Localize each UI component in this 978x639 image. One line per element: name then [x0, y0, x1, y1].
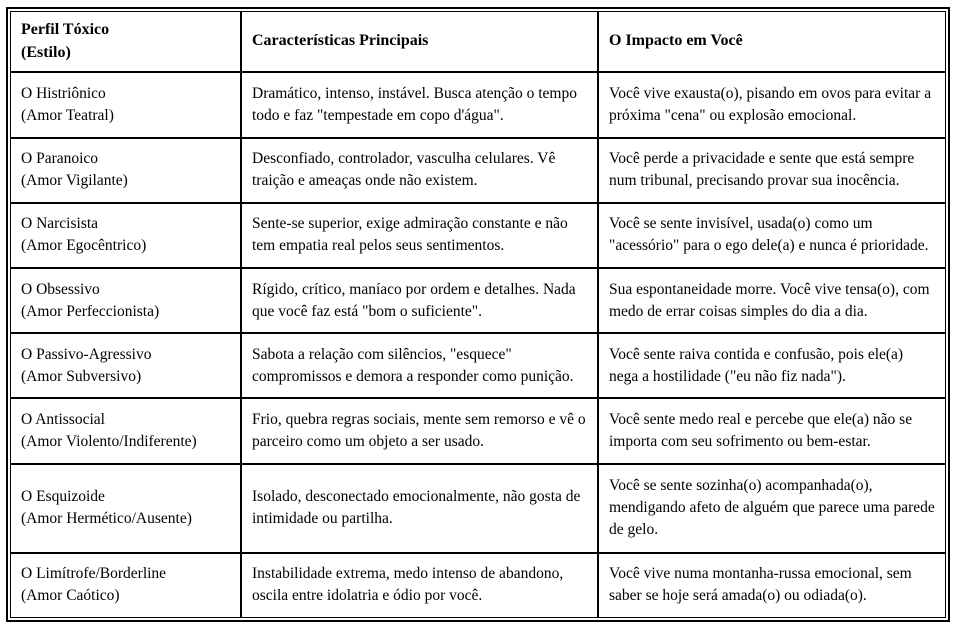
column-header-impact-line1: O Impacto em Você	[609, 32, 743, 50]
cell-profile	[10, 553, 241, 618]
table-row	[10, 333, 946, 398]
cell-profile	[10, 398, 241, 463]
cell-characteristics: Sente-se superior, exige admiração constante e não tem empatia real pelos seus sentimentos.	[241, 203, 598, 268]
cell-characteristics: Rígido, crítico, maníaco por ordem e detalhes. Nada que você faz está "bom o suficiente".	[241, 268, 598, 333]
cell-profile	[10, 333, 241, 398]
profile-name: O Passivo-Agressivo	[21, 345, 152, 363]
column-header-profile	[10, 11, 241, 72]
cell-characteristics: Instabilidade extrema, medo intenso de abandono, oscila entre idolatria e ódio por você.	[241, 553, 598, 618]
table-row	[10, 464, 946, 553]
cell-impact: Você vive exausta(o), pisando em ovos para evitar a próxima "cena" ou explosão emocional.	[598, 72, 946, 137]
profile-subtitle: (Amor Vigilante)	[21, 172, 128, 190]
table-header	[10, 11, 946, 72]
profile-name: O Limítrofe/Borderline	[21, 565, 167, 583]
profile-subtitle: (Amor Caótico)	[21, 587, 120, 605]
cell-impact: Você vive numa montanha-russa emocional, sem saber se hoje será amada(o) ou odiada(o).	[598, 553, 946, 618]
profile-name: O Esquizoide	[21, 488, 105, 506]
cell-characteristics: Desconfiado, controlador, vasculha celulares. Vê traição e ameaças onde não existem.	[241, 138, 598, 203]
cell-impact: Você se sente invisível, usada(o) como um "acessório" para o ego dele(a) e nunca é prioridade.	[598, 203, 946, 268]
toxic-profiles-table	[10, 11, 946, 618]
column-header-characteristics-line1: Características Principais	[252, 32, 429, 50]
column-header-impact	[598, 11, 946, 72]
column-header-characteristics	[241, 11, 598, 72]
profile-subtitle: (Amor Egocêntrico)	[21, 237, 147, 255]
column-header-profile-line1: Perfil Tóxico	[21, 21, 110, 38]
cell-profile	[10, 138, 241, 203]
cell-impact: Você se sente sozinha(o) acompanhada(o), mendigando afeto de alguém que parece uma parede de gelo.	[598, 464, 946, 553]
table-row	[10, 138, 946, 203]
profile-name: O Narcisista	[21, 215, 99, 233]
column-header-profile-line2: (Estilo)	[21, 43, 71, 61]
profile-name: O Antissocial	[21, 411, 105, 429]
cell-characteristics: Sabota a relação com silêncios, "esquece" compromissos e demora a responder como punição.	[241, 333, 598, 398]
cell-impact: Você sente raiva contida e confusão, pois ele(a) nega a hostilidade ("eu não fiz nada").	[598, 333, 946, 398]
cell-profile	[10, 203, 241, 268]
toxic-profiles-table-container	[6, 7, 950, 622]
cell-impact: Você sente medo real e percebe que ele(a) não se importa com seu sofrimento ou bem-estar.	[598, 398, 946, 463]
profile-name: O Obsessivo	[21, 280, 100, 298]
profile-name: O Histriônico	[21, 85, 106, 103]
cell-impact: Sua espontaneidade morre. Você vive tensa(o), com medo de errar coisas simples do dia a dia.	[598, 268, 946, 333]
table-row	[10, 268, 946, 333]
profile-subtitle: (Amor Perfeccionista)	[21, 302, 160, 320]
profile-subtitle: (Amor Teatral)	[21, 107, 114, 125]
profile-name: O Paranoico	[21, 150, 99, 168]
table-row	[10, 553, 946, 618]
table-body	[10, 72, 946, 618]
table-row	[10, 398, 946, 463]
table-row	[10, 203, 946, 268]
cell-characteristics: Dramático, intenso, instável. Busca atenção o tempo todo e faz "tempestade em copo d'água".	[241, 72, 598, 137]
profile-subtitle: (Amor Hermético/Ausente)	[21, 510, 192, 528]
cell-characteristics: Isolado, desconectado emocionalmente, não gosta de intimidade ou partilha.	[241, 464, 598, 553]
table-row	[10, 72, 946, 137]
profile-subtitle: (Amor Subversivo)	[21, 367, 142, 385]
cell-profile	[10, 464, 241, 553]
table-header-row	[10, 11, 946, 72]
cell-characteristics: Frio, quebra regras sociais, mente sem remorso e vê o parceiro como um objeto a ser usado.	[241, 398, 598, 463]
profile-subtitle: (Amor Violento/Indiferente)	[21, 433, 197, 451]
cell-profile	[10, 72, 241, 137]
cell-impact: Você perde a privacidade e sente que está sempre num tribunal, precisando provar sua inocência.	[598, 138, 946, 203]
cell-profile	[10, 268, 241, 333]
